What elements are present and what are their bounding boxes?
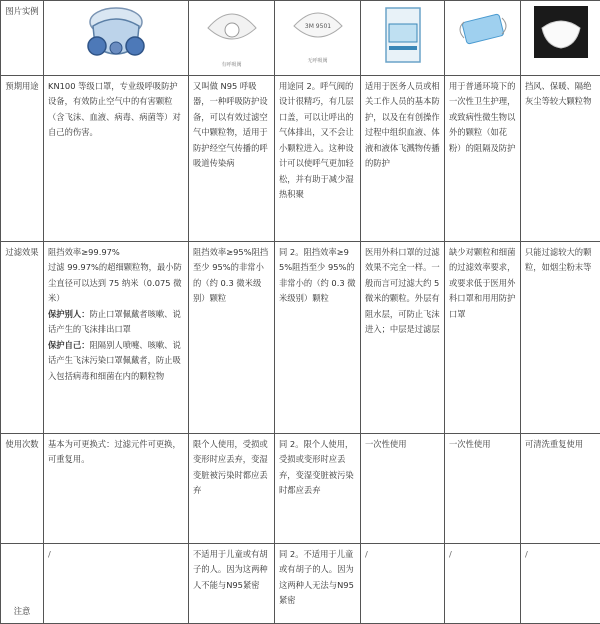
row-header-filter: 过滤效果 — [1, 241, 44, 433]
usage-row — [1, 433, 600, 543]
notes-disposable: / — [445, 543, 521, 623]
filter-efficiency: 阻挡效率≥99.97% — [48, 245, 184, 261]
no-valve-mask-caption: 无呼吸阀 — [307, 58, 327, 64]
image-cell-cloth — [521, 1, 600, 76]
usage-surgical: 一次性使用 — [361, 433, 445, 543]
protect-others-text: 防止口罩佩戴者咳嗽、说话产生的飞沫排出口罩 — [48, 309, 181, 335]
disposable-mask-image — [454, 4, 512, 54]
mask-print-text: 3M 9501 — [304, 23, 330, 30]
filter-respirator — [44, 241, 189, 433]
image-cell-disposable — [445, 1, 521, 76]
notes-cloth: / — [521, 543, 600, 623]
filter-cloth: 只能过滤较大的颗粒，如烟尘粉末等 — [521, 241, 600, 433]
notes-n95-novalve: 同 2。不适用于儿童或有胡子的人。因为这两种人无法与N95紧密 — [275, 543, 361, 623]
cloth-mask-image — [532, 4, 590, 60]
valve-mask-caption: 有呼吸阀 — [221, 62, 241, 68]
usage-cloth: 可清洗重复使用 — [521, 433, 600, 543]
purpose-n95-valve: 又叫做 N95 呼吸器，一种呼吸防护设备，可以有效过滤空气中颗粒物，适用于防护经空气传播的呼吸道传染病 — [189, 75, 275, 241]
row-header-image: 图片实例 — [1, 1, 44, 76]
notes-n95-valve: 不适用于儿童或有胡子的人。因为这两种人不能与N95紧密 — [189, 543, 275, 623]
image-cell-n95-novalve — [275, 1, 361, 76]
image-cell-respirator — [44, 1, 189, 76]
purpose-disposable: 用于普通环境下的一次性卫生护理，或致病性微生物以外的颗粒（如花粉）的阻隔及防护 — [445, 75, 521, 241]
filter-detail: 过滤 99.97%的超细颗粒物，最小防尘直径可以达到 75 纳米（0.075 微米） — [48, 260, 184, 307]
protect-others-label: 保护别人： — [48, 309, 90, 319]
notes-respirator: / — [44, 543, 189, 623]
n95-valve-mask-image — [202, 4, 262, 56]
notes-surgical: / — [361, 543, 445, 623]
usage-n95-novalve: 同 2。限个人使用，受损或变形时应丢弃，变湿变脏被污染时都应丢弃 — [275, 433, 361, 543]
usage-respirator: 基本为可更换式：过滤元件可更换，可重复用。 — [44, 433, 189, 543]
n95-no-valve-mask-image — [288, 4, 348, 52]
full-face-respirator-image — [81, 4, 151, 66]
usage-n95-valve: 限个人使用，受损或变形时应丢弃，变湿变脏被污染时都应丢弃 — [189, 433, 275, 543]
purpose-n95-novalve: 用途同 2。呼气阀的设计很精巧，有几层口盖，可以让呼出的气体排出，又不会让小颗粒进入。这种设计可以使呼气更加轻松，并有助于减少湿热积聚 — [275, 75, 361, 241]
filter-n95-valve: 阻挡效率≥95%阻挡至少 95%的非常小的（约 0.3 微米级别）颗粒 — [189, 241, 275, 433]
protect-others-block — [48, 307, 184, 338]
protect-self-block — [48, 338, 184, 385]
image-cell-surgical-box — [361, 1, 445, 76]
notes-row — [1, 543, 600, 623]
row-header-notes: 注意 — [1, 543, 44, 623]
filter-surgical: 医用外科口罩的过滤效果不完全一样。一般而言可过滤大约 5 微米的颗粒。外层有阻水层，可防止飞沫进入；中层是过滤层 — [361, 241, 445, 433]
purpose-cloth: 挡风、保暖、隔绝灰尘等较大颗粒物 — [521, 75, 600, 241]
purpose-surgical: 适用于医务人员或相关工作人员的基本防护，以及在有创操作过程中组织血液、体液和液体飞溅物传播的防护 — [361, 75, 445, 241]
purpose-row — [1, 75, 600, 241]
filter-row — [1, 241, 600, 433]
row-header-usage: 使用次数 — [1, 433, 44, 543]
filter-n95-novalve: 同 2。阻挡效率≥95%阻挡至少 95%的非常小的（约 0.3 微米级别）颗粒 — [275, 241, 361, 433]
filter-disposable: 缺少对颗粒和细菌的过滤效率要求，或要求低于医用外科口罩和用用防护口罩 — [445, 241, 521, 433]
image-cell-n95-valve — [189, 1, 275, 76]
usage-disposable: 一次性使用 — [445, 433, 521, 543]
surgical-mask-box-image — [374, 4, 432, 66]
image-row — [1, 1, 600, 76]
protect-self-label: 保护自己： — [48, 340, 90, 350]
protect-self-text: 阻隔别人喷嚏、咳嗽、说话产生飞沫污染口罩佩戴者，防止吸入包括病毒和细菌在内的颗粒物 — [48, 340, 181, 381]
purpose-respirator: KN100 等级口罩，专业级呼吸防护设备，有效防止空气中的有害颗粒（含飞沫、血液、病毒、病菌等）对自己的伤害。 — [44, 75, 189, 241]
row-header-purpose: 预期用途 — [1, 75, 44, 241]
